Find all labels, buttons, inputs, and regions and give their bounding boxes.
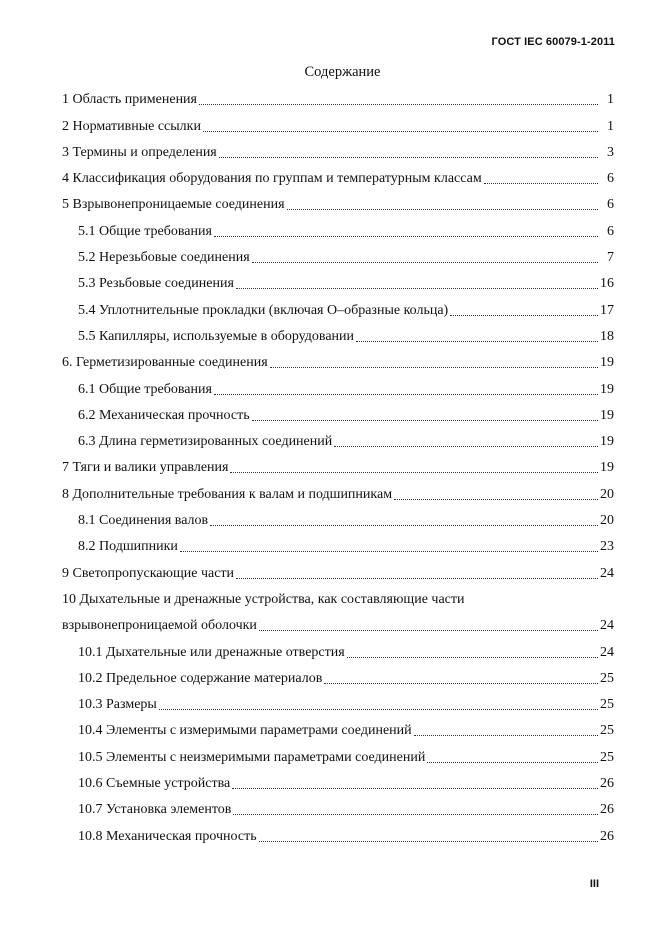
dot-leader xyxy=(252,419,598,421)
toc-entry-title: 10.4 Элементы с измеримыми параметрами соединений xyxy=(78,723,412,739)
toc-entry-title: 1 Область применения xyxy=(62,92,197,108)
toc-entry xyxy=(62,662,614,688)
toc-entry-title: 8.2 Подшипники xyxy=(78,539,178,555)
toc-entry-title: 4 Классификация оборудования по группам и температурным классам xyxy=(62,171,482,187)
toc-entry-page: 19 xyxy=(600,407,614,423)
toc-entry-title: 10.7 Установка элементов xyxy=(78,802,232,818)
toc-entry xyxy=(62,451,614,477)
toc-entry-title: 5.2 Нерезьбовые соединения xyxy=(78,250,250,266)
dot-leader xyxy=(427,761,598,763)
toc-entry-title: 10.6 Съемные устройства xyxy=(78,776,231,792)
dot-leader xyxy=(287,208,598,210)
toc-entry xyxy=(62,320,614,346)
dot-leader xyxy=(159,708,598,710)
toc-entry xyxy=(62,109,614,135)
toc-entry-title: 5.3 Резьбовые соединения xyxy=(78,276,234,292)
toc-entry xyxy=(62,740,614,766)
dot-leader xyxy=(259,629,598,631)
toc-entry-page: 19 xyxy=(600,434,614,450)
toc-entry-title: 5 Взрывонепроницаемые соединения xyxy=(62,197,285,213)
toc-entry xyxy=(62,399,614,425)
toc-entry-title: 10 Дыхательные и дренажные устройства, как составляющие части xyxy=(62,591,465,607)
toc-entry-title: 6.3 Длина герметизированных соединений xyxy=(78,434,333,450)
toc-entry-title: 5.4 Уплотнительные прокладки (включая О–образные кольца) xyxy=(78,302,449,318)
toc-entry xyxy=(62,504,614,530)
toc-entry-title: 8 Дополнительные требования к валам и подшипникам xyxy=(62,486,393,502)
toc-entry-page: 26 xyxy=(600,828,614,844)
page-number: III xyxy=(589,878,599,890)
toc-title: Содержание xyxy=(304,64,381,80)
toc-entry xyxy=(62,425,614,451)
toc-entry-page: 16 xyxy=(600,276,614,292)
document-code: ГОСТ IEC 60079-1-2011 xyxy=(491,36,615,48)
toc-entry-title: 6. Герметизированные соединения xyxy=(62,355,268,371)
dot-leader xyxy=(219,156,598,158)
toc-entry-page: 25 xyxy=(600,697,614,713)
toc-entry-page: 25 xyxy=(600,670,614,686)
toc-entry-title: 5.5 Капилляры, используемые в оборудовании xyxy=(78,328,355,344)
dot-leader xyxy=(236,577,598,579)
toc-entry-title: взрывонепроницаемой оболочки xyxy=(62,618,257,634)
toc-entry-page: 25 xyxy=(600,723,614,739)
toc-entry xyxy=(62,188,614,214)
dot-leader xyxy=(236,287,598,289)
toc-entry xyxy=(62,556,614,582)
toc-entry-page: 6 xyxy=(607,171,614,187)
toc-entry-title: 5.1 Общие требования xyxy=(78,223,212,239)
toc-entry-page: 17 xyxy=(600,302,614,318)
toc-entry xyxy=(62,214,614,240)
toc-entry-page: 20 xyxy=(600,486,614,502)
toc-entry xyxy=(62,162,614,188)
toc-entry-page: 25 xyxy=(600,749,614,765)
dot-leader xyxy=(356,340,598,342)
dot-leader xyxy=(347,656,598,658)
toc-entry-page: 7 xyxy=(607,250,614,266)
toc-entry-page: 24 xyxy=(600,618,614,634)
table-of-contents xyxy=(62,83,614,846)
toc-entry xyxy=(62,136,614,162)
toc-entry xyxy=(62,241,614,267)
dot-leader xyxy=(394,498,598,500)
toc-entry-page: 3 xyxy=(607,144,614,160)
dot-leader xyxy=(180,550,598,552)
toc-entry xyxy=(62,372,614,398)
toc-entry-page: 24 xyxy=(600,565,614,581)
toc-entry-page: 1 xyxy=(607,92,614,108)
toc-entry-page: 26 xyxy=(600,802,614,818)
dot-leader xyxy=(203,130,598,132)
dot-leader xyxy=(259,840,598,842)
toc-entry xyxy=(62,583,614,609)
toc-entry xyxy=(62,819,614,845)
toc-entry-title: 8.1 Соединения валов xyxy=(78,513,209,529)
toc-entry-title: 3 Термины и определения xyxy=(62,144,217,160)
dot-leader xyxy=(324,682,598,684)
toc-entry xyxy=(62,267,614,293)
toc-entry-page: 18 xyxy=(600,328,614,344)
toc-entry-title: 10.3 Размеры xyxy=(78,697,157,713)
toc-entry-title: 2 Нормативные ссылки xyxy=(62,118,201,134)
toc-entry xyxy=(62,83,614,109)
toc-entry xyxy=(62,767,614,793)
toc-entry-title: 7 Тяги и валики управления xyxy=(62,460,229,476)
toc-entry xyxy=(62,293,614,319)
dot-leader xyxy=(210,524,598,526)
dot-leader xyxy=(232,787,598,789)
toc-entry-page: 24 xyxy=(600,644,614,660)
toc-entry xyxy=(62,793,614,819)
dot-leader xyxy=(450,314,598,316)
toc-entry-title: 10.2 Предельное содержание материалов xyxy=(78,670,323,686)
dot-leader xyxy=(214,393,598,395)
toc-entry-page: 6 xyxy=(607,223,614,239)
toc-entry xyxy=(62,346,614,372)
dot-leader xyxy=(199,103,598,105)
toc-entry-page: 19 xyxy=(600,381,614,397)
toc-entry-page: 1 xyxy=(607,118,614,134)
toc-entry-page: 23 xyxy=(600,539,614,555)
toc-entry-title: 6.2 Механическая прочность xyxy=(78,407,250,423)
toc-entry xyxy=(62,530,614,556)
toc-entry xyxy=(62,477,614,503)
toc-entry-title: 9 Светопропускающие части xyxy=(62,565,235,581)
toc-entry-page: 26 xyxy=(600,776,614,792)
dot-leader xyxy=(414,734,598,736)
toc-entry-title: 6.1 Общие требования xyxy=(78,381,212,397)
dot-leader xyxy=(230,471,598,473)
toc-entry-title: 10.5 Элементы с неизмеримыми параметрами соединений xyxy=(78,749,426,765)
dot-leader xyxy=(484,182,598,184)
toc-entry xyxy=(62,688,614,714)
toc-entry-title: 10.1 Дыхательные или дренажные отверстия xyxy=(78,644,345,660)
toc-entry-page: 19 xyxy=(600,355,614,371)
dot-leader xyxy=(214,235,598,237)
toc-entry xyxy=(62,635,614,661)
toc-entry xyxy=(62,714,614,740)
toc-entry xyxy=(62,609,614,635)
dot-leader xyxy=(334,445,598,447)
toc-entry-page: 6 xyxy=(607,197,614,213)
dot-leader xyxy=(270,366,598,368)
toc-entry-title: 10.8 Механическая прочность xyxy=(78,828,257,844)
dot-leader xyxy=(252,261,598,263)
toc-entry-page: 19 xyxy=(600,460,614,476)
dot-leader xyxy=(233,813,598,815)
toc-entry-page: 20 xyxy=(600,513,614,529)
